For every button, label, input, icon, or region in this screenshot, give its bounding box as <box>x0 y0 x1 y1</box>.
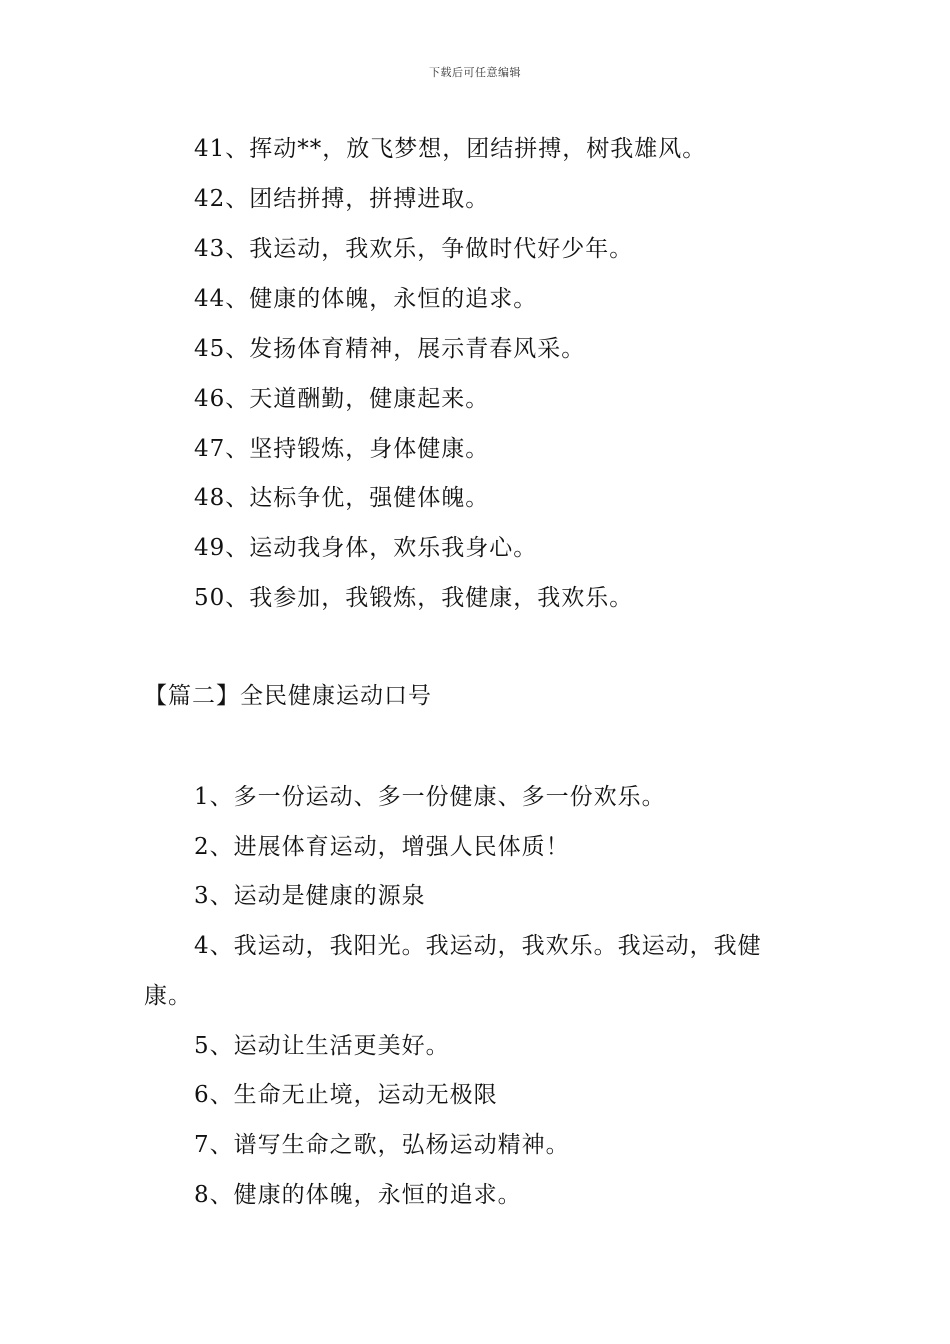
slogan-item-50: 50、我参加，我锻炼，我健康，我欢乐。 <box>194 585 634 611</box>
header-note: 下载后可任意编辑 <box>429 66 521 79</box>
slogan-item-1: 1、多一份运动、多一份健康、多一份欢乐。 <box>194 784 666 810</box>
slogan-item-44: 44、健康的体魄，永恒的追求。 <box>194 286 538 312</box>
slogan-item-3: 3、运动是健康的源泉 <box>194 883 426 909</box>
slogan-item-2: 2、进展体育运动，增强人民体质！ <box>194 834 570 860</box>
slogan-item-4: 4、我运动，我阳光。我运动，我欢乐。我运动，我健 <box>194 933 762 959</box>
slogan-item-7: 7、谱写生命之歌，弘杨运动精神。 <box>194 1132 570 1158</box>
slogan-item-45: 45、发扬体育精神，展示青春风采。 <box>194 336 586 362</box>
slogan-item-6: 6、生命无止境，运动无极限 <box>194 1082 498 1108</box>
slogan-item-8: 8、健康的体魄，永恒的追求。 <box>194 1182 522 1208</box>
slogan-item-5: 5、运动让生活更美好。 <box>194 1033 450 1059</box>
section-title: 【篇二】全民健康运动口号 <box>144 683 432 709</box>
slogan-item-49: 49、运动我身体，欢乐我身心。 <box>194 535 538 561</box>
slogan-item-41: 41、挥动**，放飞梦想，团结拼搏，树我雄风。 <box>194 136 707 162</box>
slogan-item-4-continued: 康。 <box>144 983 192 1009</box>
slogan-item-48: 48、达标争优，强健体魄。 <box>194 485 490 511</box>
slogan-item-47: 47、坚持锻炼，身体健康。 <box>194 436 490 462</box>
slogan-item-43: 43、我运动，我欢乐，争做时代好少年。 <box>194 236 634 262</box>
slogan-item-46: 46、天道酬勤，健康起来。 <box>194 386 490 412</box>
slogan-item-42: 42、团结拼搏，拼搏进取。 <box>194 186 490 212</box>
